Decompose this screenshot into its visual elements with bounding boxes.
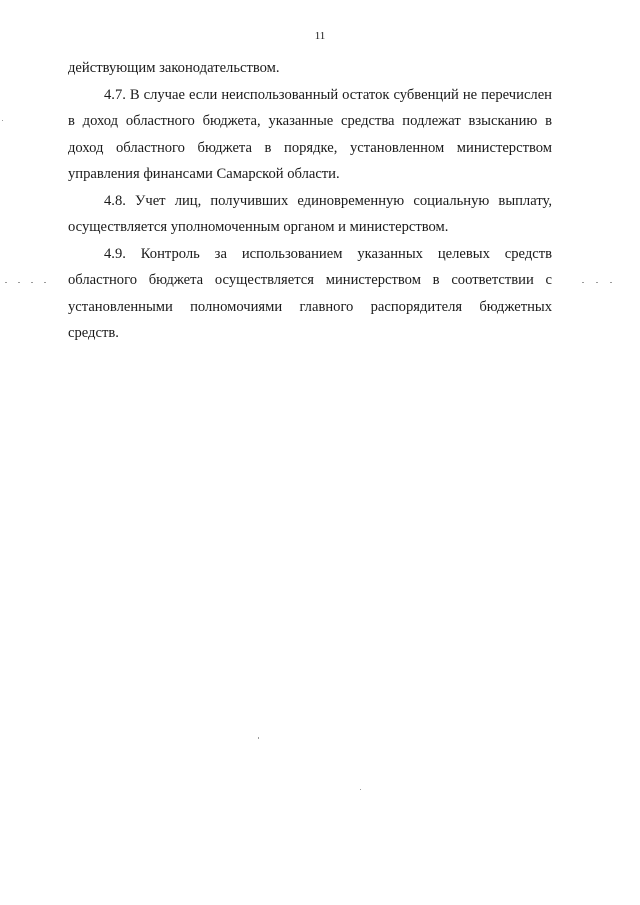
paragraph-continuation: действующим законодательством.: [68, 60, 280, 76]
scan-speck: [44, 282, 46, 283]
scan-speck: [258, 737, 259, 739]
paragraph-4-9: 4.9. Контроль за использованием указанных целевых средств областного бюджета осуществляется министерством в соответствии с установленными полномочиями главного распорядителя бюджетных средств.: [68, 245, 552, 341]
scan-speck: [360, 789, 361, 790]
paragraph-4-8: 4.8. Учет лиц, получивших единовременную социальную выплату, осуществляется уполномоченным органом и министерством.: [68, 192, 552, 235]
page-number: 11: [314, 30, 326, 42]
scan-speck: [31, 282, 33, 283]
document-body: [68, 55, 552, 347]
scan-speck: [2, 120, 3, 121]
scan-speck: [5, 282, 7, 283]
scan-speck: [582, 282, 584, 283]
scan-speck: [610, 282, 612, 283]
scan-speck: [18, 282, 20, 283]
paragraph-4-7: 4.7. В случае если неиспользованный остаток субвенций не перечислен в доход областного бюджета, указанные средства подлежат взысканию в доход областного бюджета в порядке, установленном министерством управления финансами Самарской области.: [68, 86, 552, 182]
scan-speck: [596, 282, 598, 283]
